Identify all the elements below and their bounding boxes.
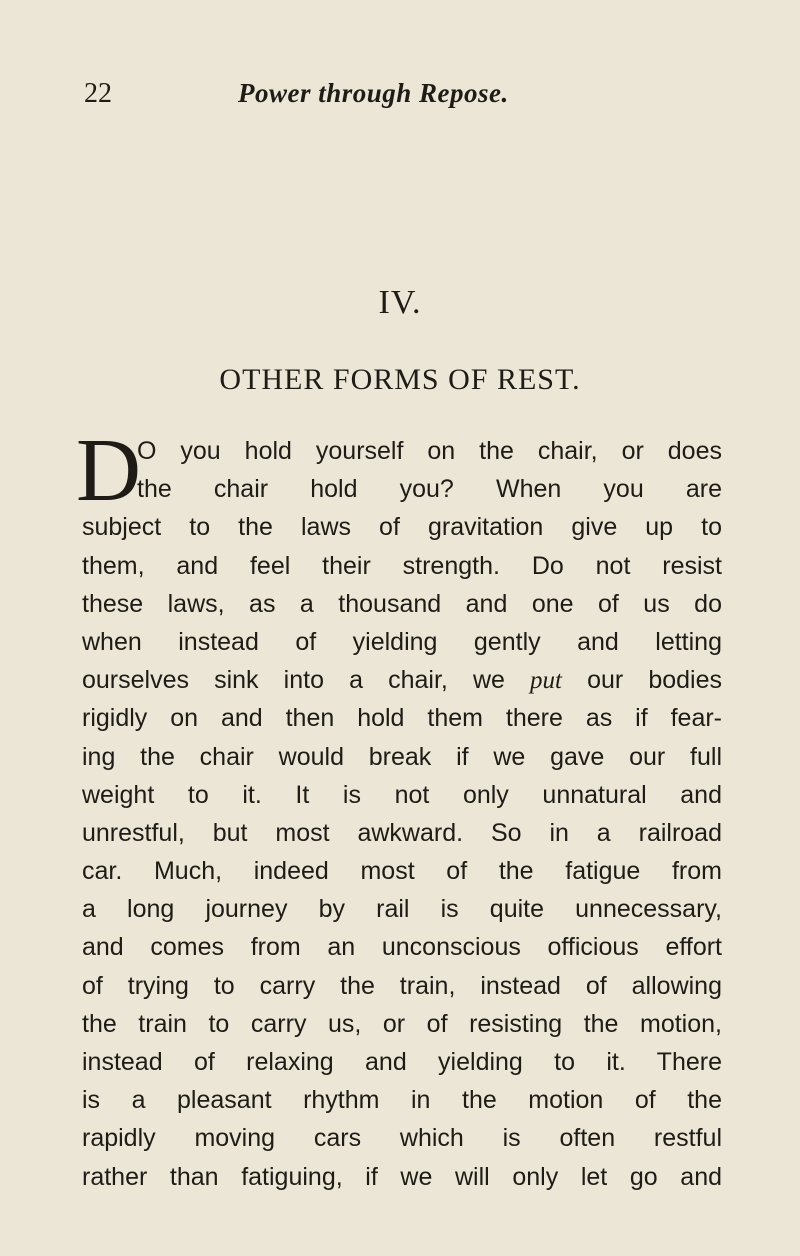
text-line: ing the chair would break if we gave our full — [82, 742, 722, 771]
running-title: Power through Repose. — [238, 78, 509, 108]
text-line: unrestful, but most awkward. So in a railroad — [82, 818, 722, 847]
text-line: weight to it. It is not only unnatural and — [82, 780, 722, 809]
text-line: the train to carry us, or of resisting the motion, — [82, 1009, 722, 1038]
chapter-title: OTHER FORMS OF REST. — [219, 363, 581, 396]
text-line-with-emphasis — [82, 661, 722, 699]
text-line: rather than fatiguing, if we will only let go and — [82, 1162, 722, 1191]
body-text — [76, 421, 722, 1196]
text-line: them, and feel their strength. Do not resist — [82, 551, 722, 580]
text-line: the chair hold you? When you are — [137, 475, 722, 504]
text-line: rigidly on and then hold them there as if fear- — [82, 704, 722, 733]
text-line: instead of relaxing and yielding to it. There — [82, 1048, 722, 1076]
text-line: rapidly moving cars which is often restful — [82, 1124, 722, 1153]
text-segment: our bodies — [587, 666, 722, 695]
text-line: car. Much, indeed most of the fatigue from — [82, 857, 722, 886]
drop-cap: D — [76, 421, 141, 520]
chapter-number: IV. — [378, 284, 422, 321]
text-line: and comes from an unconscious officious effort — [82, 933, 722, 962]
text-line: of trying to carry the train, instead of allowing — [82, 971, 722, 1000]
text-line: is a pleasant rhythm in the motion of the — [82, 1086, 722, 1115]
page-number: 22 — [84, 78, 112, 109]
text-line: when instead of yielding gently and letting — [82, 627, 722, 656]
text-line: these laws, as a thousand and one of us do — [82, 589, 722, 618]
text-line: subject to the laws of gravitation give up to — [82, 513, 722, 542]
text-line: a long journey by rail is quite unnecessary, — [82, 895, 722, 924]
running-head — [84, 78, 740, 114]
text-segment: ourselves sink into a chair, we — [82, 666, 505, 695]
text-line: O you hold yourself on the chair, or does — [137, 437, 722, 465]
emphasis-word: put — [530, 667, 562, 695]
paragraph — [76, 421, 722, 1196]
